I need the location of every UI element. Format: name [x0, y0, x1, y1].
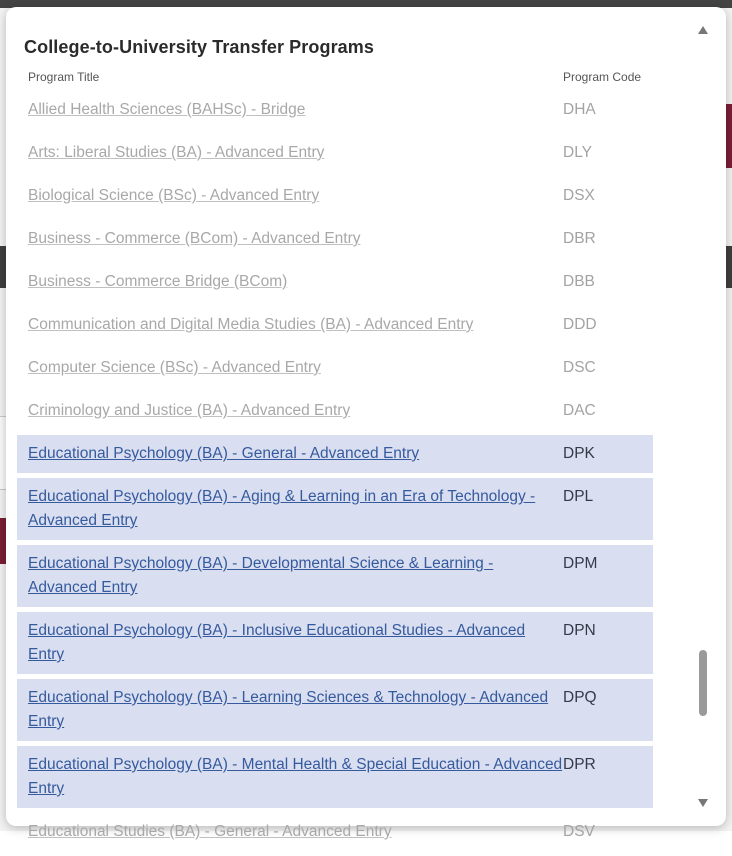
table-row[interactable] [17, 746, 653, 808]
program-title-link[interactable]: Business - Commerce (BCom) - Advanced Entry [28, 230, 361, 247]
program-title-link[interactable]: Educational Psychology (BA) - Learning Sciences & Technology - Advanced Entry [28, 689, 549, 730]
table-row[interactable] [17, 263, 653, 301]
table-row[interactable] [17, 392, 653, 430]
table-row[interactable] [17, 612, 653, 674]
program-code: DPN [563, 622, 596, 639]
program-code: DSC [563, 359, 596, 376]
program-title-link[interactable]: Computer Science (BSc) - Advanced Entry [28, 359, 321, 376]
table-row[interactable] [17, 679, 653, 741]
table-row[interactable] [17, 813, 653, 851]
program-code: DDD [563, 316, 597, 333]
program-title-link[interactable]: Educational Psychology (BA) - Inclusive Educational Studies - Advanced Entry [28, 622, 526, 663]
program-code: DPQ [563, 689, 597, 706]
table-row[interactable] [17, 306, 653, 344]
table-row[interactable] [17, 545, 653, 607]
modal-title: College-to-University Transfer Programs [24, 37, 374, 57]
program-code: DPM [563, 555, 598, 572]
transfer-programs-modal [6, 7, 726, 840]
column-header-program-code: Program Code [563, 70, 642, 84]
column-header-program-title: Program Title [28, 70, 100, 84]
scroll-up-arrow-icon[interactable] [698, 26, 708, 34]
program-title-link[interactable]: Business - Commerce Bridge (BCom) [28, 273, 288, 290]
program-title-link[interactable]: Criminology and Justice (BA) - Advanced Entry [28, 402, 351, 419]
program-title-link[interactable]: Educational Psychology (BA) - Developmental Science & Learning - Advanced Entry [28, 555, 494, 596]
program-title-link[interactable]: Biological Science (BSc) - Advanced Entry [28, 187, 320, 204]
table-row[interactable] [17, 349, 653, 387]
program-title-link[interactable]: Educational Psychology (BA) - Aging & Learning in an Era of Technology - Advanced Entry [28, 488, 536, 529]
table-row[interactable] [17, 134, 653, 172]
table-row[interactable] [17, 435, 653, 473]
table-row[interactable] [17, 91, 653, 129]
program-title-link[interactable]: Arts: Liberal Studies (BA) - Advanced Entry [28, 144, 325, 161]
program-code: DBR [563, 230, 596, 247]
programs-table [17, 91, 653, 856]
program-code: DSX [563, 187, 595, 204]
table-row[interactable] [17, 177, 653, 215]
program-title-link[interactable]: Educational Psychology (BA) - Mental Health & Special Education - Advanced Entry [28, 756, 563, 797]
program-code: DAC [563, 402, 596, 419]
program-code: DSV [563, 823, 595, 840]
program-code: DPR [563, 756, 596, 773]
scrollbar-thumb[interactable] [699, 650, 707, 716]
table-row[interactable] [17, 478, 653, 540]
program-title-link[interactable]: Educational Studies (BA) - General - Advanced Entry [28, 823, 392, 840]
program-code: DPL [563, 488, 594, 505]
program-code: DPK [563, 445, 595, 462]
program-code: DBB [563, 273, 595, 290]
scroll-down-arrow-icon[interactable] [698, 799, 708, 807]
program-code: DHA [563, 101, 596, 118]
program-title-link[interactable]: Educational Psychology (BA) - General - Advanced Entry [28, 445, 420, 462]
program-code: DLY [563, 144, 593, 161]
program-title-link[interactable]: Communication and Digital Media Studies (BA) - Advanced Entry [28, 316, 474, 333]
program-title-link[interactable]: Allied Health Sciences (BAHSc) - Bridge [28, 101, 306, 118]
table-row[interactable] [17, 220, 653, 258]
